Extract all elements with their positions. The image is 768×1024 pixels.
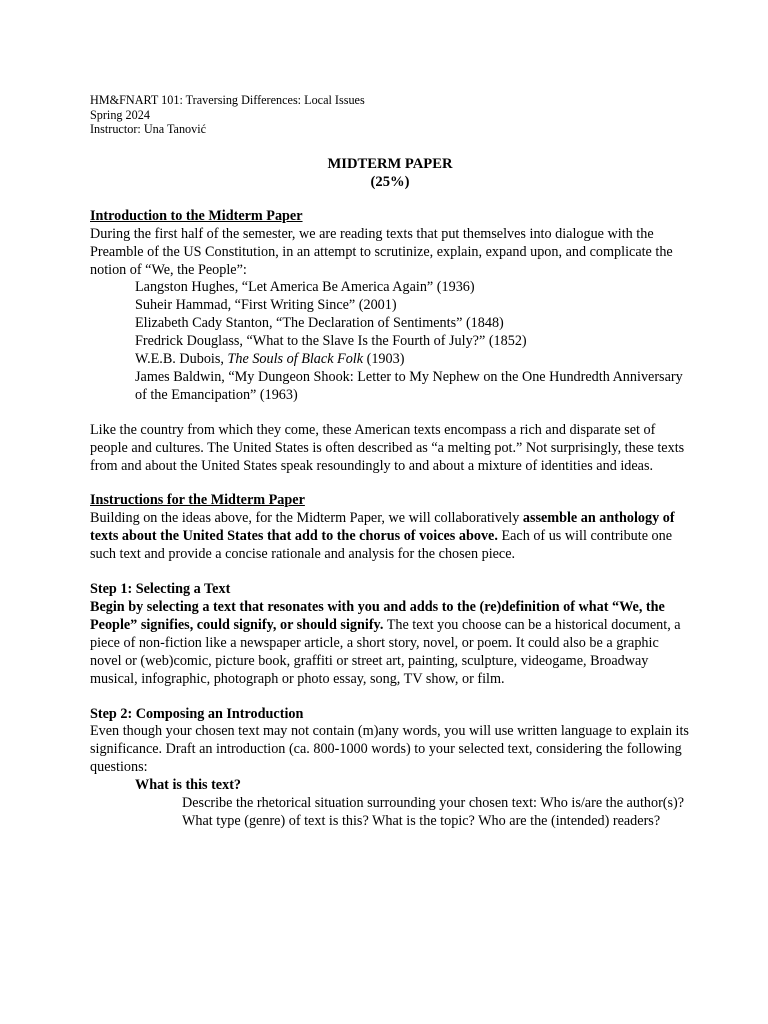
text-entry-pre: Fredrick Douglass, “What to the Slave Is the Fourth of July?” (1852) bbox=[135, 333, 527, 350]
text-entry-pre: Suheir Hammad, “First Writing Since” (2001) bbox=[135, 297, 397, 314]
step2-questions bbox=[90, 777, 690, 795]
step1-section bbox=[90, 581, 690, 688]
instructions-text-2: Each of us will contribute one such text and provide a concise rationale and analysis for the chosen piece. bbox=[90, 528, 673, 563]
step1-rest: The text you choose can be a historical document, a piece of non-fiction like a newspaper article, a short story, novel, or poem. It could also be a graphic novel or (web)comic, picture book, graffiti or street art, painting, sculpture, videogame, Broadway musical, infographic, photograph or photo essay, song, TV show, or film. bbox=[90, 616, 681, 687]
list-item bbox=[90, 795, 690, 831]
text-entry-post: (1903) bbox=[363, 351, 405, 368]
intro-section bbox=[90, 208, 690, 405]
step2-section bbox=[90, 706, 690, 831]
text-entry-pre: James Baldwin, “My Dungeon Shook: Letter to My Nephew on the One Hundredth Anniversary of the Emancipation” (1963) bbox=[135, 368, 683, 403]
list-item bbox=[90, 315, 690, 333]
instructions-heading: Instructions for the Midterm Paper bbox=[90, 492, 305, 509]
list-item bbox=[90, 279, 690, 297]
course-term: Spring 2024 bbox=[90, 107, 150, 122]
title-weight: (25%) bbox=[370, 173, 410, 190]
list-item bbox=[90, 297, 690, 315]
step2-subquestions bbox=[90, 795, 690, 831]
text-entry-title: The Souls of Black Folk bbox=[227, 351, 364, 368]
document-content bbox=[90, 93, 690, 831]
list-item bbox=[90, 351, 690, 369]
texts-list bbox=[90, 279, 690, 404]
step1-heading: Step 1: Selecting a Text bbox=[90, 581, 231, 598]
step2-subquestion: Describe the rhetorical situation surrounding your chosen text: Who is/are the author(s)? What type (genre) of text is this? What is the topic? Who are the (intended) readers? bbox=[182, 795, 685, 829]
text-entry-pre: Langston Hughes, “Let America Be America Again” (1936) bbox=[135, 279, 475, 296]
list-item bbox=[90, 777, 690, 795]
instructions-paragraph bbox=[90, 510, 690, 564]
intro-closing-paragraph: Like the country from which they come, these American texts encompass a rich and disparate set of people and cultures. The United States is often described as “a melting pot.” Not surprisingly, these texts from and about the United States speak resoundingly to and about a mixture of identities and ideas. bbox=[90, 421, 685, 474]
list-item bbox=[90, 369, 690, 405]
step2-heading: Step 2: Composing an Introduction bbox=[90, 705, 304, 722]
intro-paragraph: During the first half of the semester, we are reading texts that put themselves into dialogue with the Preamble of the US Constitution, in an attempt to scrutinize, explain, expand upon, and complicate the notion of “We, the People”: bbox=[90, 225, 673, 278]
document-title bbox=[90, 155, 690, 191]
course-name: HM&FNART 101: Traversing Differences: Local Issues bbox=[90, 93, 365, 107]
step1-bold: Begin by selecting a text that resonates with you and adds to the (re)definition of what “We, the People” signifies, could signify, or should signify. bbox=[90, 599, 665, 633]
text-entry-pre: Elizabeth Cady Stanton, “The Declaration of Sentiments” (1848) bbox=[135, 315, 504, 332]
course-header bbox=[90, 93, 690, 137]
instructions-bold: assemble an anthology of texts about the United States that add to the chorus of voices above. bbox=[90, 510, 675, 545]
intro-heading: Introduction to the Midterm Paper bbox=[90, 207, 303, 224]
text-entry-pre: W.E.B. Dubois, bbox=[135, 351, 228, 368]
instructions-text-1: Building on the ideas above, for the Midterm Paper, we will collaboratively bbox=[90, 510, 523, 527]
course-instructor: Instructor: Una Tanović bbox=[90, 122, 207, 137]
instructions-section bbox=[90, 492, 690, 564]
step2-paragraph: Even though your chosen text may not contain (m)any words, you will use written language to explain its significance. Draft an introduction (ca. 800-1000 words) to your selected text, considering the following questions: bbox=[90, 723, 689, 776]
step2-question: What is this text? bbox=[135, 777, 242, 794]
title-main: MIDTERM PAPER bbox=[327, 155, 453, 172]
step1-paragraph bbox=[90, 599, 690, 689]
list-item bbox=[90, 333, 690, 351]
